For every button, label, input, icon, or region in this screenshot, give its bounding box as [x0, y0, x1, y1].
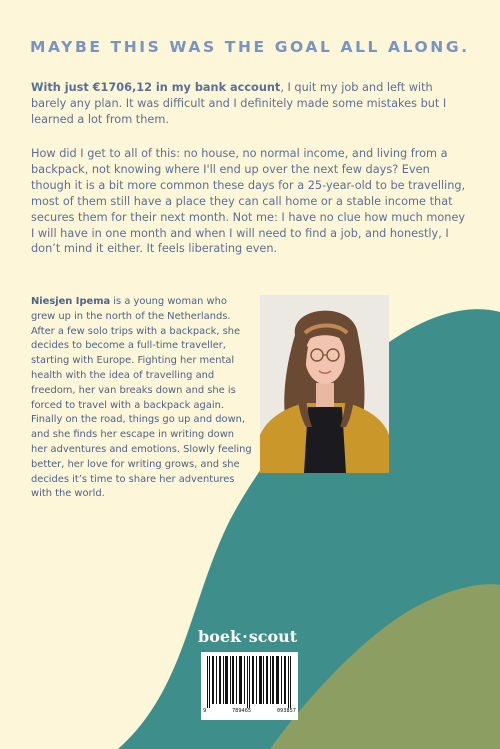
author-photo — [260, 295, 389, 473]
barcode-group-2: 093857 — [276, 708, 296, 714]
logo-dot: · — [242, 627, 248, 646]
story-paragraph: How did I get to all of this: no house, no normal income, and living from a backpack, not knowing where I'll end up over the next few days? Even though it is a bit more common these days for a 25-year-old to be travelling, most of them still have a place they can call home or a stable income that secures them for their next month. Not me: I have no clue how much money I will have in one month and when I will need to find a job, and honestly, I don’t mind it either. It feels liberating even. — [31, 147, 466, 256]
barcode-group-1: 789465 — [231, 708, 252, 714]
headline: MAYBE THIS WAS THE GOAL ALL ALONG. — [30, 38, 470, 56]
author-bio-text: is a young woman who grew up in the north of the Netherlands. After a few solo trips with a backpack, she decides to become a full-time traveller, starting with Europe. Fighting her mental health with the idea of travelling and freedom, her van breaks down and she is forced to travel with a backpack again. Finally on the road, things go up and down, and she finds her escape in writing down her adventures and emotions. Slowly feeling better, her love for writing grows, and she decides it’s time to share her adventures with the world. — [31, 296, 252, 500]
isbn-barcode — [201, 652, 298, 720]
intro-bold-text: With just €1706,12 in my bank account — [31, 81, 281, 94]
author-name: Niesjen Ipema — [31, 296, 111, 307]
barcode-bars — [201, 652, 298, 710]
author-bio — [31, 295, 253, 502]
barcode-digits — [203, 708, 296, 714]
intro-text: , I quit my job and left with barely any plan. It was difficult and I definitely made some mistakes but I learned a lot from them. — [31, 81, 447, 126]
barcode-digit-start: 9 — [203, 708, 207, 714]
logo-text-scout: scout — [248, 627, 298, 646]
publisher-logo — [198, 627, 304, 647]
author-portrait-illustration — [260, 295, 389, 473]
logo-text-boek: boek — [198, 627, 242, 646]
intro-paragraph — [31, 80, 471, 128]
